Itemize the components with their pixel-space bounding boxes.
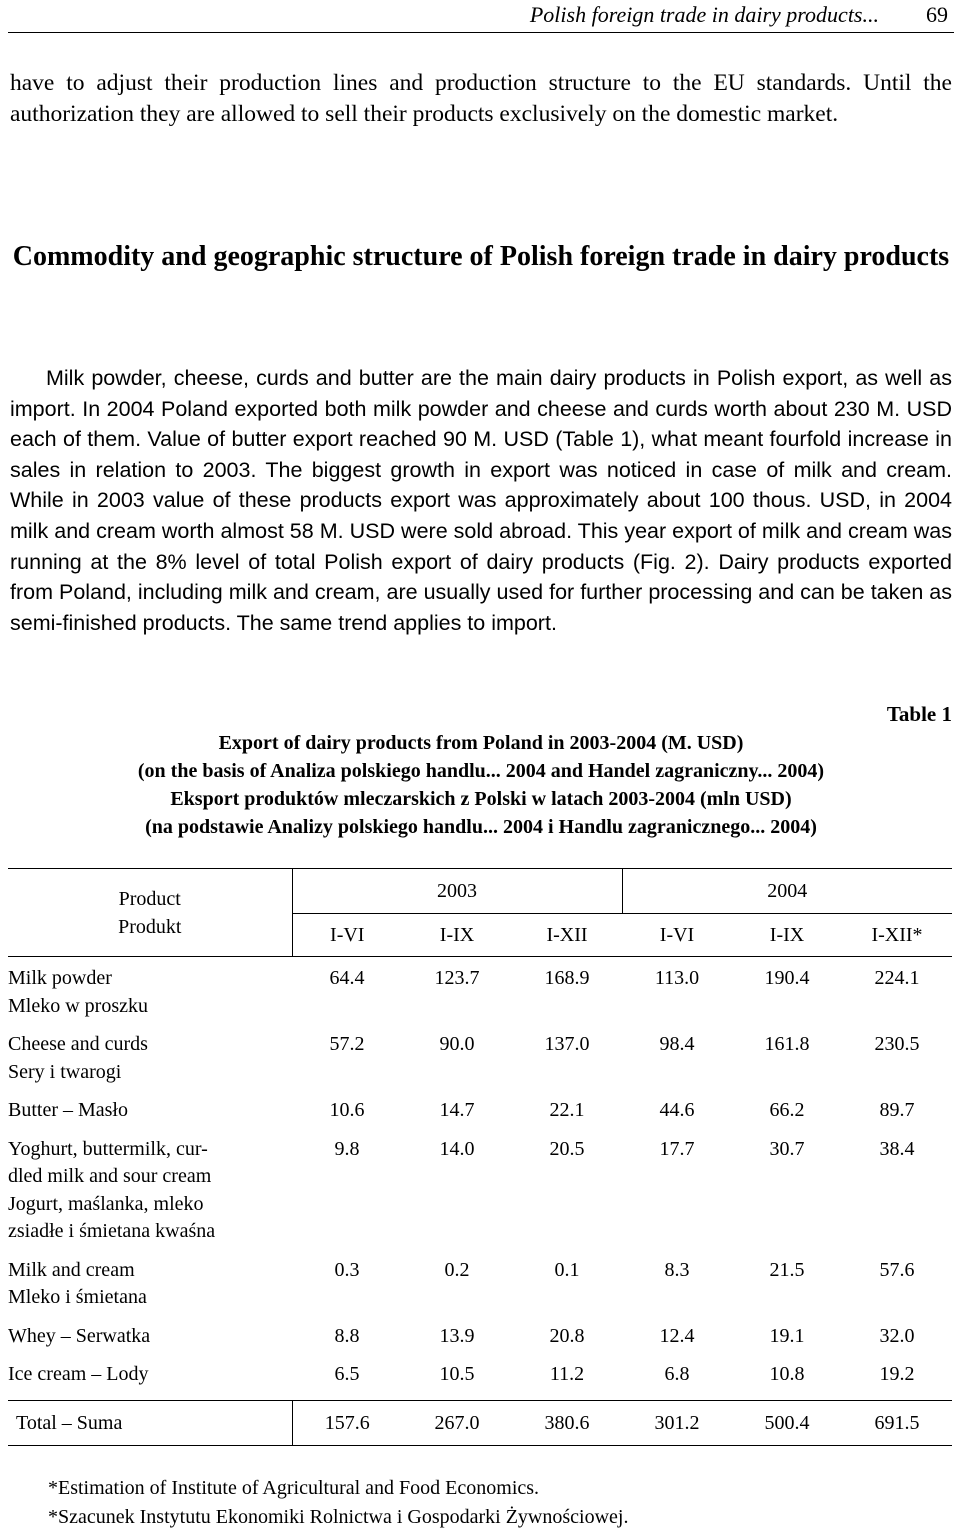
table-cell: 22.1 bbox=[549, 1099, 585, 1121]
table-row bbox=[8, 1361, 952, 1400]
table-cell: 190.4 bbox=[764, 967, 810, 989]
footnote-pl: *Szacunek Instytutu Ekonomiki Rolnictwa i Gospodarki Żywnościowej. bbox=[48, 1506, 629, 1528]
table-row bbox=[8, 1323, 952, 1362]
row-label-line: Sery i twarogi bbox=[8, 1060, 122, 1083]
table-cell: 19.1 bbox=[769, 1324, 805, 1347]
table-caption bbox=[10, 729, 952, 841]
table-cell: 66.2 bbox=[769, 1099, 805, 1121]
table-cell: 44.6 bbox=[659, 1099, 695, 1121]
period-header: I-XII bbox=[512, 914, 622, 957]
caption-line: Eksport produktów mleczarskich z Polski w latach 2003-2004 (mln USD) bbox=[170, 788, 792, 810]
product-header bbox=[8, 869, 292, 957]
table-row bbox=[8, 957, 952, 1032]
table-cell: 123.7 bbox=[434, 967, 480, 989]
row-label-line: zsiadłe i śmietana kwaśna bbox=[8, 1220, 216, 1242]
main-paragraph: Milk powder, cheese, curds and butter are the main dairy products in Polish export, as well as import. In 2004 Poland exported both milk powder and cheese and curds worth about 230 M. USD each of them. Value of butter export reached 90 M. USD (Table 1), what meant fourfold increase in sales in relation to 2003. The biggest growth in export was noticed in case of milk and cream. While in 2003 value of these products export was approximately about 100 thous. USD, in 2004 milk and cream worth almost 58 M. USD were sold abroad. This year export of milk and cream was running at the 8% level of total Polish export of dairy products (Fig. 2). Dairy products exported from Poland, including milk and cream, are usually used for further processing and can be taken as semi-finished products. The same trend applies to import. bbox=[10, 366, 952, 635]
row-label bbox=[8, 1136, 292, 1257]
caption-line: (na podstawie Analizy polskiego handlu... 2004 i Handlu zagranicznego... 2004) bbox=[145, 816, 817, 838]
row-label bbox=[8, 1097, 292, 1136]
table-cell: 13.9 bbox=[439, 1324, 475, 1347]
intro-paragraph: have to adjust their production lines and production structure to the EU standards. Until the authorization they are allowed to sell their products exclusively on the domestic market. bbox=[10, 70, 952, 127]
table-cell: 6.5 bbox=[334, 1363, 360, 1385]
table-cell: 64.4 bbox=[329, 967, 365, 989]
table-cell: 20.5 bbox=[549, 1137, 585, 1160]
period-header: I-VI bbox=[292, 914, 402, 957]
row-label bbox=[8, 957, 292, 1032]
row-label-line: Jogurt, maślanka, mleko bbox=[8, 1192, 204, 1215]
table-cell: 98.4 bbox=[659, 1033, 695, 1055]
total-row bbox=[8, 1400, 952, 1446]
product-header-pl: Produkt bbox=[118, 915, 182, 938]
period-header: I-IX bbox=[402, 914, 512, 957]
table-cell: 11.2 bbox=[549, 1363, 585, 1385]
row-label-line: Mleko w proszku bbox=[8, 994, 148, 1017]
table-cell: 301.2 bbox=[622, 1400, 732, 1446]
period-header: I-XII* bbox=[842, 914, 952, 957]
row-label-line: Whey – Serwatka bbox=[8, 1324, 151, 1347]
year-header-2004: 2004 bbox=[622, 869, 952, 914]
table-cell: 14.0 bbox=[439, 1137, 475, 1160]
row-label bbox=[8, 1031, 292, 1097]
table-cell: 168.9 bbox=[544, 967, 590, 989]
table-cell: 10.8 bbox=[769, 1363, 805, 1385]
row-label-line: Yoghurt, buttermilk, cur- bbox=[8, 1137, 208, 1160]
section-title: Commodity and geographic structure of Polish foreign trade in dairy products bbox=[12, 241, 950, 272]
table-cell: 0.2 bbox=[444, 1258, 470, 1281]
table-cell: 137.0 bbox=[544, 1033, 590, 1055]
table-label: Table 1 bbox=[886, 702, 952, 726]
table-cell: 380.6 bbox=[512, 1400, 622, 1446]
page-number: 69 bbox=[926, 2, 948, 27]
table-cell: 9.8 bbox=[334, 1137, 360, 1160]
table-row bbox=[8, 1031, 952, 1097]
table-cell: 157.6 bbox=[292, 1400, 402, 1446]
table-cell: 30.7 bbox=[769, 1137, 805, 1160]
table-cell: 8.3 bbox=[664, 1258, 690, 1281]
table-cell: 161.8 bbox=[764, 1033, 810, 1055]
footnote-en: *Estimation of Institute of Agricultural and Food Economics. bbox=[48, 1477, 540, 1499]
table-row bbox=[8, 1257, 952, 1323]
table-cell: 19.2 bbox=[879, 1363, 915, 1385]
table-cell: 38.4 bbox=[879, 1137, 915, 1160]
table-row bbox=[8, 1136, 952, 1257]
table-cell: 57.6 bbox=[879, 1258, 915, 1281]
row-label bbox=[8, 1323, 292, 1362]
table-cell: 224.1 bbox=[874, 967, 920, 989]
table-row bbox=[8, 1097, 952, 1136]
table-cell: 267.0 bbox=[402, 1400, 512, 1446]
row-label bbox=[8, 1361, 292, 1400]
table-cell: 10.6 bbox=[329, 1099, 365, 1121]
running-title: Polish foreign trade in dairy products... bbox=[529, 2, 879, 27]
footnotes bbox=[48, 1474, 628, 1532]
table-cell: 6.8 bbox=[664, 1363, 690, 1385]
row-label-line: Ice cream – Lody bbox=[8, 1363, 149, 1385]
table-cell: 89.7 bbox=[879, 1099, 915, 1121]
year-header-2003: 2003 bbox=[292, 869, 622, 914]
table-cell: 0.3 bbox=[334, 1258, 360, 1281]
row-label-line: Cheese and curds bbox=[8, 1033, 148, 1055]
table-cell: 113.0 bbox=[654, 967, 700, 989]
row-label-line: Milk and cream bbox=[8, 1258, 135, 1281]
period-header: I-VI bbox=[622, 914, 732, 957]
table-cell: 32.0 bbox=[879, 1324, 915, 1347]
total-label: Total – Suma bbox=[8, 1400, 292, 1446]
caption-line: (on the basis of Analiza polskiego handlu... 2004 and Handel zagraniczny... 2004) bbox=[137, 760, 825, 782]
table-cell: 14.7 bbox=[439, 1099, 475, 1121]
row-label-line: Mleko i śmietana bbox=[8, 1286, 147, 1308]
table-cell: 57.2 bbox=[329, 1033, 365, 1055]
table-cell: 10.5 bbox=[439, 1363, 475, 1385]
product-header-en: Product bbox=[118, 887, 181, 910]
row-label-line: Butter – Masło bbox=[8, 1099, 128, 1121]
export-table bbox=[8, 868, 952, 1446]
caption-line: Export of dairy products from Poland in 2003-2004 (M. USD) bbox=[218, 732, 744, 754]
table-cell: 90.0 bbox=[439, 1033, 475, 1055]
period-header: I-IX bbox=[732, 914, 842, 957]
table-cell: 20.8 bbox=[549, 1324, 585, 1347]
table-cell: 691.5 bbox=[842, 1400, 952, 1446]
table-cell: 21.5 bbox=[769, 1258, 805, 1281]
table-cell: 8.8 bbox=[334, 1324, 360, 1347]
running-header bbox=[8, 0, 954, 33]
row-label-line: dled milk and sour cream bbox=[8, 1165, 212, 1187]
table-cell: 230.5 bbox=[874, 1033, 920, 1055]
table-cell: 12.4 bbox=[659, 1324, 695, 1347]
table-cell: 500.4 bbox=[732, 1400, 842, 1446]
table-cell: 17.7 bbox=[659, 1137, 695, 1160]
table-cell: 0.1 bbox=[554, 1258, 580, 1281]
row-label bbox=[8, 1257, 292, 1323]
row-label-line: Milk powder bbox=[8, 967, 112, 989]
